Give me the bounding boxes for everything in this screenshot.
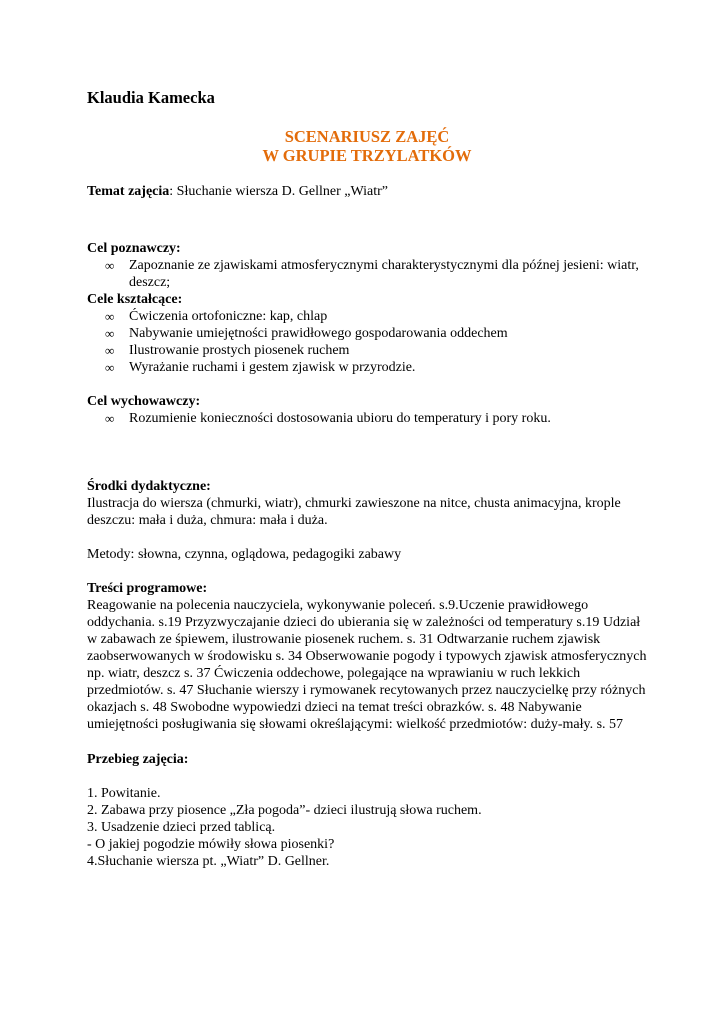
przebieg-line: 3. Usadzenie dzieci przed tablicą. — [87, 820, 276, 835]
przebieg-line: 2. Zabawa przy piosence „Zła pogoda”- dzieci ilustrują słowa ruchem. — [87, 803, 482, 818]
list-item — [87, 342, 647, 359]
cele-ksztalcace-section — [87, 291, 647, 376]
infinity-bullet-icon: ∞ — [105, 258, 115, 273]
srodki-text: Ilustracja do wiersza (chmurki, wiatr), chmurki zawieszone na nitce, chusta animacyjna, krople deszczu: mała i duża, chmura: mała i duża. — [87, 496, 621, 528]
przebieg-section — [87, 751, 647, 870]
document-page — [87, 88, 647, 870]
list-item-text: Rozumienie konieczności dostosowania ubioru do temperatury i pory roku. — [129, 411, 551, 426]
cel-poznawczy-heading: Cel poznawczy: — [87, 241, 181, 256]
list-item-text: Ćwiczenia ortofoniczne: kap, chlap — [129, 309, 328, 324]
list-item — [87, 359, 647, 376]
cel-wychowawczy-heading: Cel wychowawczy: — [87, 394, 201, 409]
przebieg-line: - O jakiej pogodzie mówiły słowa piosenki? — [87, 837, 335, 852]
przebieg-heading: Przebieg zajęcia: — [87, 752, 189, 767]
author-name: Klaudia Kamecka — [87, 88, 215, 107]
cele-ksztalcace-list — [87, 308, 647, 376]
list-item — [87, 410, 647, 427]
list-item-text: Zapoznanie ze zjawiskami atmosferycznymi charakterystycznymi dla późnej jesieni: wiatr, deszcz; — [129, 258, 639, 290]
metody-line: Metody: słowna, czynna, oglądowa, pedagogiki zabawy — [87, 547, 402, 562]
list-item-text: Wyrażanie ruchami i gestem zjawisk w przyrodzie. — [129, 360, 416, 375]
infinity-bullet-icon: ∞ — [105, 343, 115, 358]
przebieg-line: 4.Słuchanie wiersza pt. „Wiatr” D. Gellner. — [87, 854, 330, 869]
srodki-heading: Środki dydaktyczne: — [87, 479, 211, 494]
list-item-text: Nabywanie umiejętności prawidłowego gospodarowania oddechem — [129, 326, 508, 341]
title-line-2: W GRUPIE TRZYLATKÓW — [262, 146, 472, 165]
tresci-heading: Treści programowe: — [87, 581, 208, 596]
infinity-bullet-icon: ∞ — [105, 309, 115, 324]
przebieg-line: 1. Powitanie. — [87, 786, 161, 801]
topic-label: Temat zajęcia — [87, 184, 170, 199]
document-title — [87, 127, 647, 165]
srodki-section — [87, 478, 647, 529]
cele-ksztalcace-heading: Cele kształcące: — [87, 292, 183, 307]
cel-wychowawczy-list — [87, 410, 647, 427]
topic-line — [87, 183, 647, 200]
cel-wychowawczy-section — [87, 393, 647, 427]
cel-poznawczy-list — [87, 257, 647, 291]
title-line-1: SCENARIUSZ ZAJĘĆ — [284, 127, 450, 146]
list-item — [87, 325, 647, 342]
tresci-section — [87, 580, 647, 733]
infinity-bullet-icon: ∞ — [105, 326, 115, 341]
list-item-text: Ilustrowanie prostych piosenek ruchem — [129, 343, 350, 358]
infinity-bullet-icon: ∞ — [105, 411, 115, 426]
infinity-bullet-icon: ∞ — [105, 360, 115, 375]
tresci-text: Reagowanie na polecenia nauczyciela, wykonywanie poleceń. s.9.Uczenie prawidłowego oddychania. s.19 Przyzwyczajanie dzieci do ubierania się w zależności od temperatury s.19 Udział w zabawach ze śpiewem, ilustrowanie piosenek ruchem. s. 31 Odtwarzanie ruchem zjawisk zaobserwowanych w środowisku s. 34 Obserwowanie pogody i typowych zjawisk atmosferycznych np. wiatr, deszcz s. 37 Ćwiczenia oddechowe, polegające na wprawianiu w ruch lekkich przedmiotów. s. 47 Słuchanie wierszy i rymowanek recytowanych przez nauczycielkę przy różnych okazjach s. 48 Swobodne wypowiedzi dzieci na temat treści obrazków. s. 48 Nabywanie umiejętności posługiwania się słowami określającymi: wielkość przedmiotów: duży-mały. s. 57 — [87, 598, 647, 732]
list-item — [87, 257, 647, 291]
topic-text: : Słuchanie wiersza D. Gellner „Wiatr” — [169, 184, 388, 199]
cel-poznawczy-section — [87, 240, 647, 291]
list-item — [87, 308, 647, 325]
